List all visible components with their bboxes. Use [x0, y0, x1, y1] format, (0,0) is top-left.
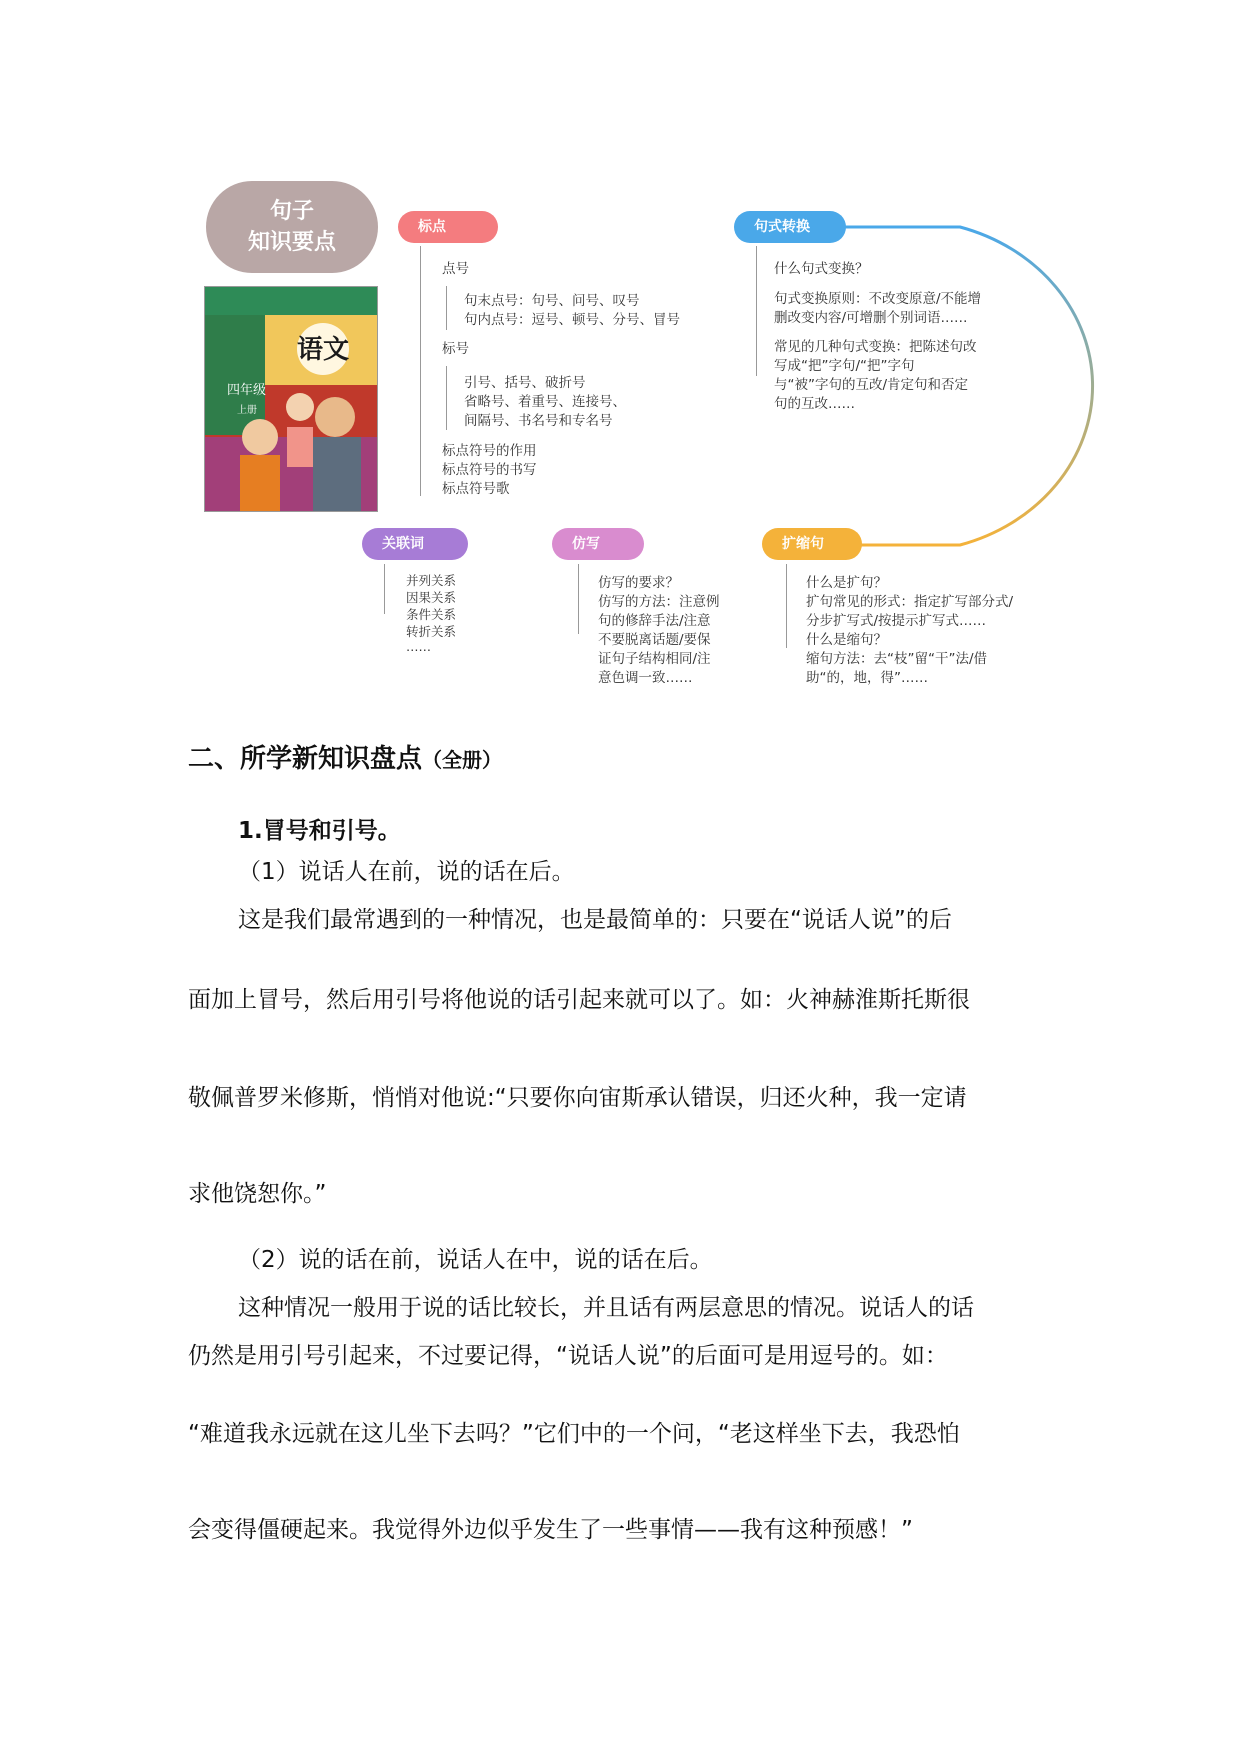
node-guanlian: 关联词 [362, 528, 468, 560]
section-heading-text: 二、所学新知识盘点 [188, 744, 423, 774]
guanlian-item: 因果关系 [406, 590, 457, 605]
node-biaodian: 标点 [398, 211, 498, 243]
subheading: 1.冒号和引号。 [238, 818, 401, 844]
node-fangxie: 仿写 [552, 528, 644, 560]
jushi-item: 什么句式变换？ [774, 261, 869, 277]
jushi-item: 常见的几种句式变换：把陈述句改 [774, 339, 977, 355]
fangxie-item: 意色调一致…… [598, 670, 693, 686]
textbook-cover-image [204, 286, 378, 512]
biaodian-item: 省略号、着重号、连接号、 [464, 394, 626, 410]
mindmap-title-line1: 句子 [269, 199, 314, 224]
kuosuo-item: 缩句方法：去“枝”留“干”法/借 [806, 651, 988, 667]
jushi-item: 句式变换原则：不改变原意/不能增 [774, 291, 982, 307]
biaodian-bracket [420, 246, 421, 496]
node-jushi: 句式转换 [734, 211, 846, 243]
biaodian-item: 句末点号：句号、问号、叹号 [464, 293, 640, 309]
cover-subject: 语文 [297, 335, 350, 365]
biaodian-item: 间隔号、书名号和专名号 [464, 413, 613, 429]
section-heading [188, 738, 502, 775]
case-2-title: （2）说的话在前，说话人在中，说的话在后。 [238, 1247, 713, 1273]
fangxie-bracket [578, 564, 579, 634]
biaodian-item: 点号 [442, 261, 469, 277]
jushi-item: 写成“把”字句/“把”字句 [774, 358, 915, 374]
biaodian-item: 句内点号：逗号、顿号、分号、冒号 [464, 312, 680, 328]
mindmap-title [206, 181, 378, 273]
kuosuo-item: 助“的，地，得”…… [806, 670, 928, 686]
paragraph-line: 这是我们最常遇到的一种情况，也是最简单的：只要在“说话人说”的后 [238, 907, 952, 933]
paragraph-line: 敬佩普罗米修斯，悄悄对他说:“只要你向宙斯承认错误，归还火种，我一定请 [188, 1085, 967, 1111]
jushi-item: 删改变内容/可增删个别词语…… [774, 310, 968, 326]
fangxie-item: 仿写的方法：注意例 [598, 594, 720, 610]
kuosuo-item: 扩句常见的形式：指定扩写部分式/ [806, 594, 1014, 610]
fangxie-item: 句的修辞手法/注意 [598, 613, 711, 629]
guanlian-item: 转折关系 [406, 624, 457, 639]
paragraph-line: 面加上冒号，然后用引号将他说的话引起来就可以了。如：火神赫淮斯托斯很 [188, 987, 970, 1013]
guanlian-item: 条件关系 [406, 607, 457, 622]
fangxie-item: 仿写的要求？ [598, 575, 679, 591]
fangxie-item: 证句子结构相同/注 [598, 651, 711, 667]
paragraph-line: 会变得僵硬起来。我觉得外边似乎发生了一些事情——我有这种预感！” [188, 1517, 913, 1543]
fangxie-item: 不要脱离话题/要保 [598, 632, 711, 648]
biaodian-sub-bracket [446, 366, 447, 430]
biaodian-item: 标号 [442, 341, 469, 357]
node-kuosuo: 扩缩句 [762, 528, 862, 560]
section-heading-note: （全册） [422, 748, 503, 772]
biaodian-sub-bracket [446, 286, 447, 330]
paragraph-line: 求他饶恕你。” [188, 1181, 327, 1207]
paragraph-line: 这种情况一般用于说的话比较长，并且话有两层意思的情况。说话人的话 [238, 1295, 974, 1321]
biaodian-item: 标点符号的书写 [442, 462, 537, 478]
jushi-item: 句的互改…… [774, 396, 855, 412]
kuosuo-item: 什么是扩句？ [806, 575, 887, 591]
jushi-item: 与“被”字句的互改/肯定句和否定 [774, 377, 969, 393]
paragraph-line: 仍然是用引号引起来，不过要记得，“说话人说”的后面可是用逗号的。如： [188, 1343, 948, 1369]
kuosuo-item: 分步扩写式/按提示扩写式…… [806, 613, 987, 629]
biaodian-item: 标点符号歌 [442, 481, 510, 497]
jushi-bracket [756, 246, 757, 376]
paragraph-line: “难道我永远就在这儿坐下去吗？”它们中的一个问，“老这样坐下去，我恐怕 [188, 1421, 960, 1447]
guanlian-item: …… [406, 639, 431, 654]
guanlian-bracket [384, 564, 385, 614]
mindmap-title-line2: 知识要点 [247, 230, 336, 255]
kuosuo-item: 什么是缩句？ [806, 632, 887, 648]
cover-volume: 上册 [237, 405, 257, 416]
case-1-title: （1）说话人在前，说的话在后。 [238, 859, 575, 885]
kuosuo-bracket [786, 564, 787, 648]
cover-grade: 四年级 [227, 383, 267, 398]
biaodian-item: 标点符号的作用 [442, 443, 537, 459]
biaodian-item: 引号、括号、破折号 [464, 375, 586, 391]
guanlian-item: 并列关系 [406, 573, 457, 588]
